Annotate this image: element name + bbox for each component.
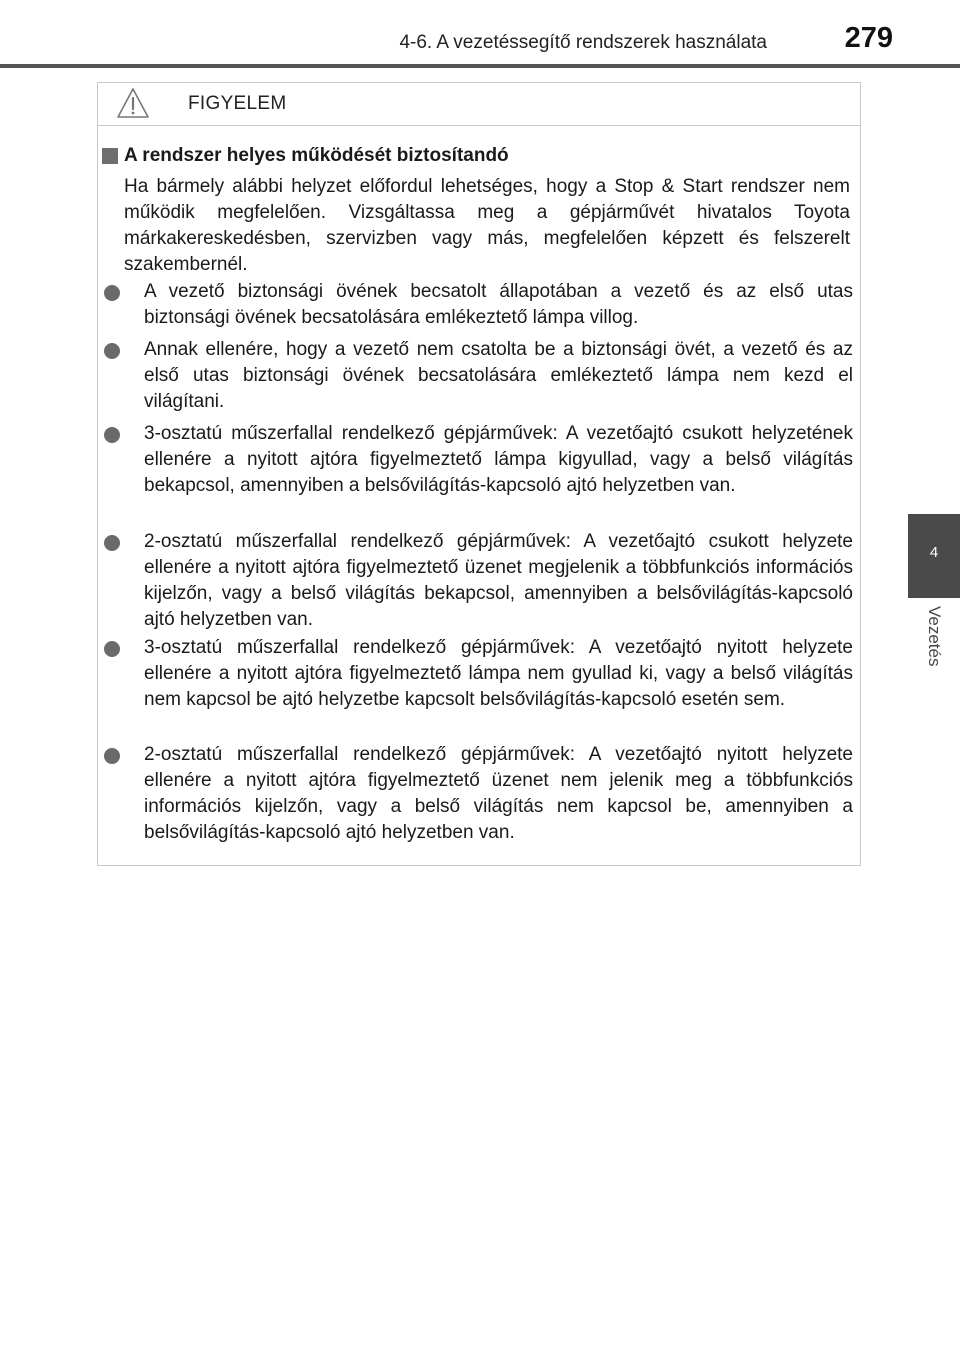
intro-paragraph: Ha bármely alábbi helyzet előfordul lehetséges, hogy a Stop & Start rendszer nem működik megfelelően. Vizsgáltassa meg a gépjárművét hivatalos Toyota márkakereskedésben, szervizben vagy más, megfelelően képzett és felszerelt szakembernél. (124, 176, 850, 275)
list-item: 3-osztatú műszerfallal rendelkező gépjárművek: A vezetőajtó nyitott helyzete ellenére a nyitott ajtóra figyelmeztető lámpa nem gyullad ki, vagy a belső világítás nem kapcsol be ajtó helyzetbe kapcsolt belsővilágítás-kapcsoló esetén sem. (144, 637, 853, 710)
bullet-icon (104, 748, 120, 764)
bullet-icon (104, 285, 120, 301)
list-item: 3-osztatú műszerfallal rendelkező gépjárművek: A vezetőajtó csukott helyzetének ellenére a nyitott ajtóra figyelmeztető lámpa kigyullad, vagy a belső világítás bekapcsol, amennyiben a belsővilágítás-kapcsoló ajtó helyzetben van. (144, 423, 853, 496)
bullet-icon (104, 641, 120, 657)
section-heading: A rendszer helyes működését biztosítandó (124, 145, 509, 166)
warning-title: FIGYELEM (188, 93, 287, 114)
bullet-icon (104, 343, 120, 359)
list-item: A vezető biztonsági övének becsatolt állapotában a vezető és az első utas biztonsági övének becsatolására emlékeztető lámpa villog. (144, 281, 853, 328)
section-title: 4-6. A vezetéssegítő rendszerek használata (399, 32, 767, 53)
list-item: Annak ellenére, hogy a vezető nem csatolta be a biztonsági övét, a vezető és az első utas biztonsági övének becsatolására emlékeztető lámpa nem kezd el világítani. (144, 339, 853, 412)
warning-header (98, 83, 860, 126)
page-number: 279 (844, 22, 893, 54)
warning-triangle-icon (116, 87, 150, 119)
list-item: 2-osztatú műszerfallal rendelkező gépjárművek: A vezetőajtó nyitott helyzete ellenére a nyitott ajtóra figyelmeztető üzenet nem jelenik meg a többfunkciós információs kijelzőn, vagy a belső világítás nem kapcsol be, amennyiben a belsővilágítás-kapcsoló ajtó helyzetben van. (144, 744, 853, 843)
bullet-icon (104, 535, 120, 551)
chapter-label: Vezetés (925, 606, 944, 667)
chapter-number: 4 (929, 544, 939, 561)
page-header (0, 0, 960, 70)
list-item: 2-osztatú műszerfallal rendelkező gépjárművek: A vezetőajtó csukott helyzete ellenére a nyitott ajtóra figyelmeztető üzenet megjelenik a többfunkciós információs kijelzőn, vagy a belső világítás bekapcsol, amennyiben a belsővilágítás-kapcsoló ajtó helyzetben van. (144, 531, 853, 630)
chapter-tab (908, 514, 960, 598)
bullet-icon (104, 427, 120, 443)
header-divider (0, 64, 960, 68)
section-marker-square (102, 148, 118, 164)
